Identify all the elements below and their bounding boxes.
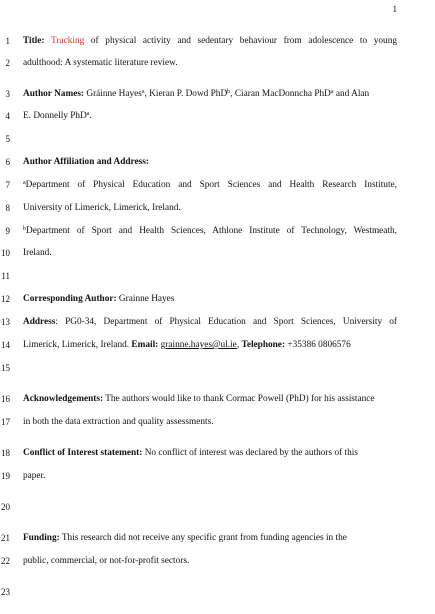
affiliation-b-line-2: Ireland. (23, 248, 52, 258)
conflict-label: Conflict of Interest statement: (23, 448, 143, 458)
title-text: of physical activity and sedentary behaviour from adolescence to young (90, 36, 397, 46)
line-number: 13 (1, 317, 10, 327)
title-highlight: Tracking (51, 36, 85, 46)
corresponding-name: Grainne Hayes (118, 294, 175, 304)
telephone-number: +35386 0806576 (287, 340, 351, 350)
address-line-2 (23, 339, 397, 351)
corresponding-author (23, 293, 397, 305)
affiliation-heading (23, 156, 397, 168)
affiliation-mark: a (23, 180, 26, 186)
punctuation: . (89, 111, 92, 121)
line-number: 23 (1, 587, 10, 597)
line-number: 14 (1, 340, 10, 350)
line-number: 5 (5, 134, 10, 144)
line-number: 9 (5, 226, 10, 236)
funding-text: This research did not receive any specific grant from funding agencies in the (61, 533, 347, 543)
funding-line-2: public, commercial, or not-for-profit sectors. (23, 556, 190, 566)
line-number: 10 (1, 248, 10, 258)
affiliation-mark: b (23, 226, 26, 232)
address-text: Limerick, Limerick, Ireland. (23, 340, 130, 350)
line-number: 12 (1, 294, 10, 304)
line-number: 4 (5, 111, 10, 121)
line-number: 20 (1, 502, 10, 512)
line-number: 17 (1, 417, 10, 427)
affiliation-mark: a (86, 111, 90, 117)
line-number: 15 (1, 363, 10, 373)
line-number: 3 (5, 89, 10, 99)
telephone-label: Telephone: (241, 340, 286, 350)
affiliation-heading-text: Author Affiliation and Address: (23, 157, 149, 167)
author-name: and Alan (333, 89, 370, 99)
affiliation-b (23, 225, 397, 237)
affiliation-text: Department of Physical Education and Sport Sciences and Health Research Institute, (25, 180, 397, 190)
conflict-text: No conflict of interest was declared by the authors of this (144, 448, 358, 458)
line-number: 1 (5, 36, 10, 46)
affiliation-mark: a (330, 89, 334, 95)
line-number: 8 (5, 203, 10, 213)
email-link[interactable]: grainne.hayes@ul.ie (160, 340, 237, 350)
author-name: Gráinne Hayes (86, 89, 142, 99)
conflict-statement (23, 447, 397, 459)
title-line-2: adulthood: A systematic literature review. (23, 58, 178, 68)
line-number: 6 (5, 157, 10, 167)
acknowledgements-line-2: in both the data extraction and quality assessments. (23, 417, 214, 427)
line-number: 16 (1, 394, 10, 404)
punctuation: , (236, 340, 240, 350)
page-number: 1 (392, 4, 397, 14)
line-number: 7 (5, 180, 10, 190)
title-label: Title: (23, 36, 45, 46)
author-names-line-2 (23, 110, 397, 122)
author-name: E. Donnelly PhD (23, 111, 87, 121)
affiliation-text: Department of Sport and Health Sciences, Athlone Institute of Technology, Westmeath, (26, 226, 397, 236)
acknowledgements-text: The authors would like to thank Cormac Powell (PhD) for his assistance (105, 394, 375, 404)
acknowledgements (23, 393, 397, 405)
address-text: : PG0-34, Department of Physical Education and Sport Sciences, University of (55, 317, 397, 327)
line-number: 21 (1, 533, 10, 543)
address-line (23, 316, 397, 328)
address-label: Address (23, 317, 56, 327)
affiliation-a-line-2: University of Limerick, Limerick, Ireland. (23, 203, 181, 213)
author-name: , Ciaran MacDonncha PhD (230, 89, 331, 99)
line-number: 2 (5, 58, 10, 68)
line-number: 18 (1, 448, 10, 458)
email-label: Email: (131, 340, 159, 350)
line-number: 22 (1, 556, 10, 566)
acknowledgements-label: Acknowledgements: (23, 394, 104, 404)
funding (23, 532, 397, 544)
affiliation-a (23, 179, 397, 191)
author-name: , Kieran P. Dowd PhD (144, 89, 228, 99)
conflict-line-2: paper. (23, 471, 46, 481)
title-line (23, 35, 397, 47)
affiliation-mark: a (141, 89, 145, 95)
author-names (23, 88, 397, 100)
funding-label: Funding: (23, 533, 60, 543)
affiliation-mark: b (227, 89, 231, 95)
line-number: 19 (1, 471, 10, 481)
line-number: 11 (1, 271, 10, 281)
corresponding-label: Corresponding Author: (23, 294, 117, 304)
author-names-label: Author Names: (23, 89, 85, 99)
